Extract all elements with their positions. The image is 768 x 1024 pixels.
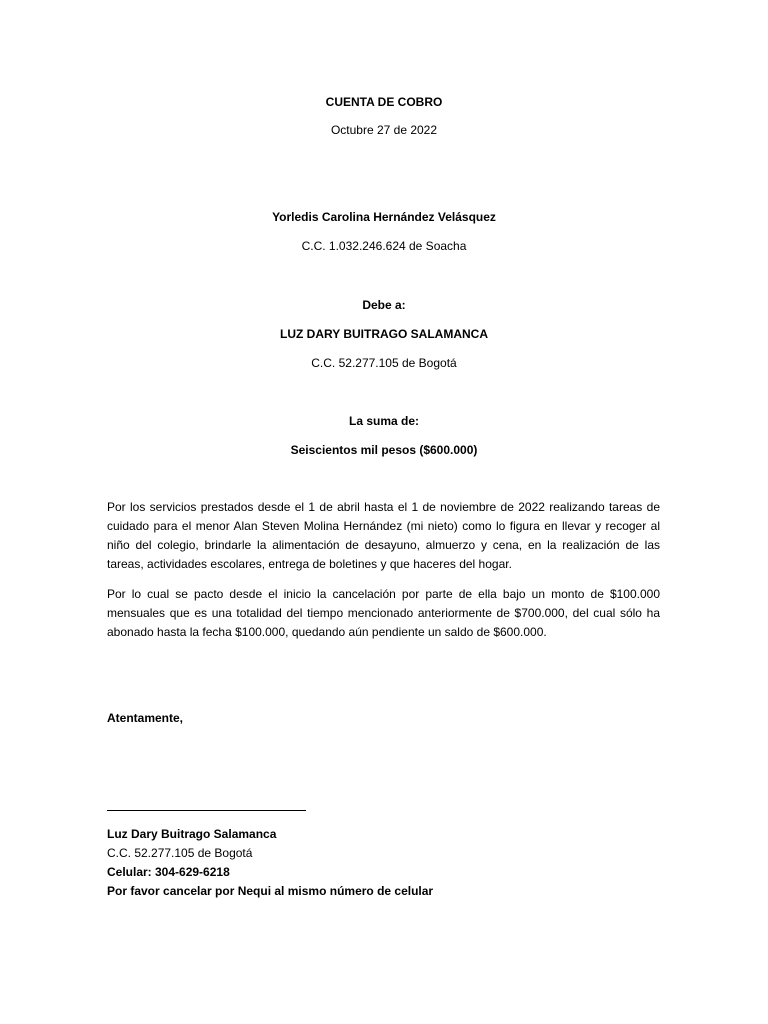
owes-label: Debe a:	[362, 298, 406, 312]
signature-note: Por favor cancelar por Nequi al mismo número de celular	[107, 884, 434, 898]
signature-name: Luz Dary Buitrago Salamanca	[107, 827, 277, 841]
debtor-name: Yorledis Carolina Hernández Velásquez	[272, 210, 496, 224]
signature-id: C.C. 52.277.105 de Bogotá	[107, 846, 253, 860]
creditor-name: LUZ DARY BUITRAGO SALAMANCA	[280, 327, 488, 341]
paragraph-payment: Por lo cual se pacto desde el inicio la cancelación por parte de ella bajo un monto de $100.000 mensuales que es una totalidad del tiempo mencionado anteriormente de $700.000, del cual sólo ha abonado hasta la fecha $100.000, quedando aún pendiente un saldo de $600.000.	[107, 587, 660, 639]
sum-label: La suma de:	[348, 414, 420, 428]
debtor-id: C.C. 1.032.246.624 de Soacha	[301, 239, 467, 253]
creditor-id: C.C. 52.277.105 de Bogotá	[311, 356, 457, 370]
signature-phone: Celular: 304-629-6218	[107, 865, 230, 879]
closing-text: Atentamente,	[107, 711, 184, 725]
document-title: CUENTA DE COBRO	[325, 95, 443, 109]
signature-line	[107, 810, 306, 811]
amount-text: Seiscientos mil pesos ($600.000)	[290, 443, 478, 457]
document-date: Octubre 27 de 2022	[330, 123, 438, 137]
paragraph-services: Por los servicios prestados desde el 1 de abril hasta el 1 de noviembre de 2022 realizando tareas de cuidado para el menor Alan Steven Molina Hernández (mi nieto) como lo figura en llevar y recoger al niño del colegio, brindarle la alimentación de desayuno, almuerzo y cena, en la realización de las tareas, actividades escolares, entrega de boletines y que haceres del hogar.	[107, 500, 660, 571]
